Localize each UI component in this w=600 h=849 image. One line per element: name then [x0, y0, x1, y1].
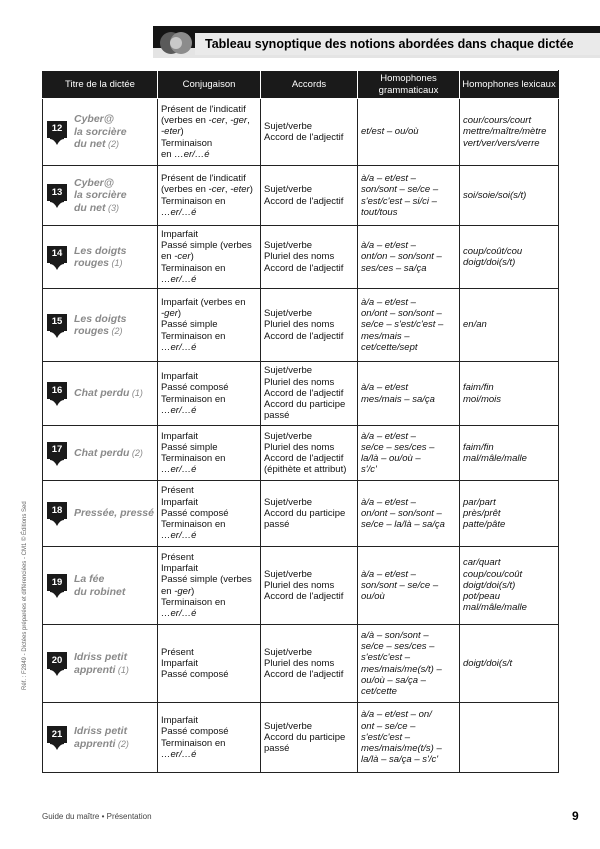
- homophones-lexicaux-cell: [460, 547, 559, 625]
- table-row: [43, 481, 559, 547]
- dictee-title-line: Chat perdu: [74, 446, 130, 459]
- table-row: [43, 166, 559, 226]
- accords-line: Accord de l'adjectif: [264, 330, 344, 342]
- dictee-number: 20: [47, 652, 67, 669]
- homophones-lexicaux-cell: [460, 703, 559, 773]
- conjugaison-line: …er/…é: [161, 464, 197, 476]
- dictee-title: [74, 651, 129, 676]
- dictee-part-number: (1): [109, 258, 123, 268]
- homophones-lexicaux-line: faim/fin: [463, 382, 494, 394]
- dictee-number: 15: [47, 314, 67, 331]
- homophones-lexicaux-line: doigt/doi(s/t): [463, 257, 516, 268]
- dictee-title-line: Chat perdu: [74, 387, 130, 400]
- column-header-conjugaison: Conjugaison: [158, 71, 261, 99]
- homophones-grammaticaux-line: mes/mais/me(t/s) –: [361, 743, 442, 755]
- dictee-title-cell: [43, 625, 158, 703]
- dictee-number-badge: [47, 574, 67, 597]
- accords-line: Sujet/verbe: [264, 496, 313, 508]
- dictee-title-line: la sorcière: [74, 189, 127, 202]
- homophones-grammaticaux-cell: [358, 481, 460, 547]
- dictee-number: 16: [47, 382, 67, 399]
- conjugaison-cell: [158, 426, 261, 481]
- homophones-lexicaux-line: pot/peau: [463, 591, 500, 603]
- homophones-lexicaux-line: mettre/maître/mètre: [463, 126, 547, 138]
- conjugaison-line: Présent de l'indicatif: [161, 103, 246, 115]
- conjugaison-line: Terminaison en: [161, 519, 226, 531]
- accords-line: Accord de l'adjectif: [264, 669, 344, 681]
- dictee-title-cell: [43, 362, 158, 426]
- conjugaison-cell: [158, 289, 261, 362]
- dictee-title-line: Idriss petit: [74, 651, 128, 664]
- dictee-title: [74, 245, 127, 270]
- accords-line: passé: [264, 519, 290, 531]
- table-row: [43, 226, 559, 289]
- conjugaison-line: Terminaison en: [161, 596, 226, 608]
- accords-line: Sujet/verbe: [264, 184, 313, 196]
- dictee-part-number: (1): [129, 388, 143, 399]
- homophones-grammaticaux-line: se/ce – s'est/c'est –: [361, 319, 444, 331]
- table-row: [43, 703, 559, 773]
- dictee-number: 14: [47, 246, 67, 263]
- homophones-lexicaux-line: doigt/doi(s/t: [463, 657, 513, 669]
- homophones-lexicaux-line: près/prêt: [463, 507, 501, 519]
- footer-left-text: Guide du maître • Présentation: [42, 812, 152, 821]
- dictee-title-line: apprenti: [74, 663, 116, 676]
- accords-line: Pluriel des noms: [264, 319, 335, 331]
- homophones-grammaticaux-line: cet/cette/sept: [361, 341, 418, 353]
- dictee-title-line: rouges: [74, 325, 110, 337]
- homophones-lexicaux-line: cour/cours/court: [463, 115, 532, 127]
- homophones-lexicaux-cell: [460, 625, 559, 703]
- homophones-grammaticaux-line: à/a – et/est: [361, 382, 409, 394]
- homophones-grammaticaux-line: se/ce – ses/ces –: [361, 641, 435, 653]
- dictee-title: [74, 113, 127, 150]
- table-row: [43, 362, 559, 426]
- conjugaison-line: Terminaison en: [161, 262, 226, 274]
- dictee-number-badge: [47, 382, 67, 405]
- heart-icon: [50, 397, 64, 406]
- homophones-grammaticaux-cell: [358, 547, 460, 625]
- homophones-grammaticaux-cell: [358, 99, 460, 166]
- conjugaison-line: Imparfait: [161, 563, 198, 575]
- dictee-number: 12: [47, 121, 67, 138]
- homophones-grammaticaux-line: tout/tous: [361, 206, 398, 218]
- homophones-grammaticaux-line: on/ont – son/sont –: [361, 507, 442, 519]
- dictee-title-line: Les doigts: [74, 244, 127, 257]
- accords-cell: [261, 226, 358, 289]
- accords-line: Accord de l'adjectif: [264, 591, 344, 603]
- accords-line: Pluriel des noms: [264, 579, 335, 591]
- dictee-title-line: la sorcière: [74, 125, 127, 138]
- homophones-grammaticaux-line: à/a – et/est –: [361, 430, 416, 442]
- conjugaison-line: Imparfait: [161, 496, 198, 508]
- table-header-row: [43, 71, 559, 99]
- dictee-title-line: Pressée, pressé: [74, 507, 154, 520]
- conjugaison-line: Présent: [161, 646, 194, 658]
- conjugaison-line: Terminaison: [161, 137, 213, 149]
- homophones-grammaticaux-line: et/est – ou/où: [361, 126, 419, 138]
- conjugaison-cell: [158, 547, 261, 625]
- homophones-lexicaux-line: par/part: [463, 496, 496, 508]
- accords-line: Sujet/verbe: [264, 430, 313, 442]
- dictee-number-badge: [47, 314, 67, 337]
- dictee-part-number: (2): [115, 738, 129, 749]
- accords-line: Accord de l'adjectif: [264, 453, 344, 464]
- dictee-title-line: apprenti: [74, 737, 116, 750]
- homophones-lexicaux-line: mal/mâle/malle: [463, 453, 527, 464]
- homophones-grammaticaux-line: s'/c': [361, 464, 377, 476]
- dictee-title-line: Idriss petit: [74, 725, 128, 738]
- conjugaison-cell: [158, 99, 261, 166]
- dictee-part-number: (3): [105, 202, 119, 213]
- accords-line: Pluriel des noms: [264, 657, 335, 669]
- homophones-lexicaux-line: patte/pâte: [463, 519, 506, 531]
- homophones-grammaticaux-line: se/ce – la/là – sa/ça: [361, 519, 445, 531]
- dictee-title-line: rouges: [74, 257, 110, 269]
- dictee-number: 19: [47, 574, 67, 591]
- conjugaison-cell: [158, 625, 261, 703]
- header-decoration-icon: [159, 28, 193, 58]
- homophones-grammaticaux-line: a/à – son/sont –: [361, 629, 429, 641]
- homophones-grammaticaux-line: s'est/c'est –: [361, 731, 411, 743]
- accords-line: Accord du participe: [264, 507, 346, 519]
- homophones-grammaticaux-line: ou/où – sa/ça –: [361, 674, 426, 686]
- column-header-homophones-grammaticaux: Homophones grammaticaux: [358, 71, 460, 99]
- conjugaison-line: Passé simple: [161, 319, 218, 331]
- conjugaison-line: Présent de l'indicatif: [161, 173, 246, 185]
- conjugaison-line: Passé composé: [161, 507, 229, 519]
- accords-cell: [261, 99, 358, 166]
- accords-line: Sujet/verbe: [264, 365, 313, 377]
- homophones-grammaticaux-line: mes/mais – sa/ça: [361, 393, 435, 405]
- accords-line: Accord de l'adjectif: [264, 132, 344, 143]
- heart-icon: [50, 741, 64, 750]
- dictee-title-cell: [43, 166, 158, 226]
- dictee-title-line: La fée: [74, 573, 105, 586]
- accords-line: Pluriel des noms: [264, 441, 335, 453]
- page-title: Tableau synoptique des notions abordées dans chaque dictée: [195, 33, 600, 55]
- accords-line: Sujet/verbe: [264, 646, 313, 658]
- accords-cell: [261, 625, 358, 703]
- homophones-lexicaux-line: coup/coût/cou: [463, 245, 523, 257]
- heart-icon: [50, 589, 64, 598]
- accords-line: passé: [264, 743, 290, 755]
- conjugaison-line: Passé simple: [161, 441, 218, 453]
- homophones-lexicaux-cell: [460, 99, 559, 166]
- accords-cell: [261, 289, 358, 362]
- homophones-lexicaux-cell: [460, 481, 559, 547]
- dictee-part-number: (1): [115, 664, 129, 675]
- conjugaison-line: -ger): [161, 308, 182, 320]
- accords-line: Accord de l'adjectif: [264, 387, 344, 399]
- conjugaison-line: Imparfait: [161, 228, 198, 240]
- homophones-grammaticaux-line: mes/mais –: [361, 330, 410, 342]
- accords-line: Sujet/verbe: [264, 308, 313, 320]
- dictee-number: 21: [47, 726, 67, 743]
- column-header-accords: Accords: [261, 71, 358, 99]
- heart-icon: [50, 261, 64, 270]
- conjugaison-line: Passé simple (verbes: [161, 574, 252, 586]
- table-row: [43, 547, 559, 625]
- dictee-title-cell: [43, 99, 158, 166]
- conjugaison-line: Présent: [161, 551, 194, 563]
- conjugaison-line: …er/…é: [161, 404, 197, 416]
- homophones-lexicaux-cell: [460, 362, 559, 426]
- homophones-grammaticaux-line: se/ce – ses/ces –: [361, 441, 435, 453]
- heart-icon: [50, 457, 64, 466]
- homophones-grammaticaux-line: ont – se/ce –: [361, 720, 416, 732]
- conjugaison-line: Imparfait: [161, 715, 198, 727]
- header-band: [153, 26, 600, 58]
- dictee-number: 18: [47, 502, 67, 519]
- conjugaison-line: Passé simple (verbes: [161, 240, 252, 252]
- homophones-grammaticaux-cell: [358, 226, 460, 289]
- homophones-lexicaux-line: moi/mois: [463, 393, 502, 405]
- dictee-title: [74, 725, 129, 750]
- accords-cell: [261, 547, 358, 625]
- homophones-lexicaux-line: soi/soie/soi(s/t): [463, 189, 527, 201]
- heart-icon: [50, 667, 64, 676]
- accords-line: Sujet/verbe: [264, 720, 313, 732]
- dictee-title: [74, 177, 127, 214]
- dictee-title-cell: [43, 426, 158, 481]
- dictee-part-number: (2): [129, 447, 143, 458]
- homophones-grammaticaux-line: à/a – et/est –: [361, 173, 416, 185]
- table-row: [43, 426, 559, 481]
- conjugaison-line: …er/…é: [161, 273, 197, 285]
- accords-line: (épithète et attribut): [264, 464, 347, 476]
- dictee-number-badge: [47, 246, 67, 269]
- heart-icon: [50, 136, 64, 145]
- dictee-number-badge: [47, 184, 67, 207]
- conjugaison-line: -eter): [161, 126, 184, 138]
- conjugaison-line: …er/…é: [161, 607, 197, 619]
- dictee-number-badge: [47, 502, 67, 525]
- conjugaison-line: (verbes en -cer, -eter): [161, 184, 253, 196]
- homophones-grammaticaux-cell: [358, 362, 460, 426]
- homophones-lexicaux-line: car/quart: [463, 557, 501, 569]
- dictee-part-number: (2): [109, 326, 123, 336]
- side-credit: Réf. : F2849 - Dictées préparées et différenciées - CM1 © Éditions Sed: [22, 501, 28, 690]
- conjugaison-line: Terminaison en: [161, 453, 226, 464]
- dictee-title-cell: [43, 547, 158, 625]
- dictee-title-line: Les doigts: [74, 312, 127, 325]
- dictee-number: 13: [47, 184, 67, 201]
- homophones-lexicaux-line: doigt/doi(s/t): [463, 579, 516, 591]
- heart-icon: [50, 329, 64, 338]
- conjugaison-line: (verbes en -cer, -ger,: [161, 115, 250, 127]
- homophones-grammaticaux-line: cet/cette: [361, 685, 397, 697]
- dictee-title-line: Cyber@: [74, 176, 115, 189]
- conjugaison-line: en …er/…é: [161, 148, 210, 160]
- homophones-grammaticaux-line: son/sont – se/ce –: [361, 184, 439, 196]
- homophones-grammaticaux-cell: [358, 625, 460, 703]
- homophones-grammaticaux-line: s'est/c'est –: [361, 652, 411, 664]
- table-body: [43, 99, 559, 773]
- conjugaison-line: en -cer): [161, 251, 194, 263]
- conjugaison-line: Terminaison en: [161, 195, 226, 207]
- accords-line: Accord du participe: [264, 731, 346, 743]
- homophones-grammaticaux-line: à/a – et/est –: [361, 568, 416, 580]
- dictee-title-cell: [43, 289, 158, 362]
- homophones-grammaticaux-line: à/a – et/est –: [361, 296, 416, 308]
- dictee-part-number: (2): [105, 139, 119, 150]
- conjugaison-line: Terminaison en: [161, 393, 226, 405]
- conjugaison-line: en -ger): [161, 585, 195, 597]
- table-row: [43, 289, 559, 362]
- dictee-title: [74, 507, 154, 519]
- conjugaison-cell: [158, 481, 261, 547]
- dictee-title: [74, 313, 127, 338]
- homophones-grammaticaux-line: mes/mais/me(s/t) –: [361, 663, 442, 675]
- homophones-grammaticaux-line: on/ont – son/sont –: [361, 308, 442, 320]
- homophones-grammaticaux-line: à/a – et/est – on/: [361, 709, 432, 721]
- homophones-grammaticaux-cell: [358, 166, 460, 226]
- homophones-lexicaux-line: coup/cou/coût: [463, 568, 523, 580]
- accords-line: Pluriel des noms: [264, 376, 335, 388]
- homophones-grammaticaux-line: son/sont – se/ce –: [361, 579, 439, 591]
- dictee-title-cell: [43, 481, 158, 547]
- table-row: [43, 625, 559, 703]
- homophones-lexicaux-line: faim/fin: [463, 441, 494, 453]
- accords-line: Pluriel des noms: [264, 251, 335, 263]
- conjugaison-cell: [158, 703, 261, 773]
- page-number: 9: [572, 809, 579, 823]
- conjugaison-line: …er/…é: [161, 341, 197, 353]
- homophones-lexicaux-line: mal/mâle/malle: [463, 602, 527, 614]
- dictee-number-badge: [47, 121, 67, 144]
- conjugaison-line: Terminaison en: [161, 330, 226, 342]
- heart-icon: [50, 517, 64, 526]
- homophones-grammaticaux-line: à/a – et/est –: [361, 240, 416, 252]
- accords-line: Accord de l'adjectif: [264, 195, 344, 207]
- homophones-grammaticaux-line: à/a – et/est –: [361, 496, 416, 508]
- dictee-title-line: du net: [74, 201, 106, 214]
- conjugaison-line: Imparfait: [161, 371, 198, 383]
- conjugaison-line: Passé composé: [161, 726, 229, 738]
- conjugaison-cell: [158, 226, 261, 289]
- accords-line: passé: [264, 410, 290, 422]
- homophones-lexicaux-cell: [460, 426, 559, 481]
- conjugaison-line: …er/…é: [161, 748, 197, 760]
- accords-line: Sujet/verbe: [264, 568, 313, 580]
- column-header-title: Titre de la dictée: [43, 71, 158, 99]
- accords-line: Sujet/verbe: [264, 120, 313, 132]
- accords-cell: [261, 166, 358, 226]
- synopsis-table: [42, 70, 559, 773]
- dictee-title-line: du net: [74, 138, 106, 151]
- homophones-lexicaux-cell: [460, 166, 559, 226]
- conjugaison-line: Imparfait (verbes en: [161, 296, 246, 308]
- accords-cell: [261, 481, 358, 547]
- homophones-grammaticaux-cell: [358, 426, 460, 481]
- homophones-lexicaux-cell: [460, 226, 559, 289]
- table-row: [43, 99, 559, 166]
- homophones-grammaticaux-cell: [358, 289, 460, 362]
- homophones-lexicaux-line: vert/ver/vers/verre: [463, 137, 540, 149]
- dictee-title: [74, 573, 125, 598]
- homophones-grammaticaux-line: ou/où: [361, 591, 385, 603]
- dictee-title-line: du robinet: [74, 585, 126, 598]
- accords-cell: [261, 426, 358, 481]
- conjugaison-line: …er/…é: [161, 530, 197, 542]
- dictee-title: [74, 447, 143, 459]
- accords-cell: [261, 703, 358, 773]
- dictee-number-badge: [47, 442, 67, 465]
- accords-cell: [261, 362, 358, 426]
- dictee-title: [74, 387, 143, 399]
- conjugaison-line: Terminaison en: [161, 737, 226, 749]
- dictee-title-line: Cyber@: [74, 113, 115, 126]
- conjugaison-line: …er/…é: [161, 206, 197, 218]
- accords-line: Accord de l'adjectif: [264, 262, 344, 274]
- dictee-title-cell: [43, 703, 158, 773]
- conjugaison-line: Présent: [161, 485, 194, 497]
- homophones-grammaticaux-line: ses/ces – sa/ça: [361, 262, 427, 274]
- dictee-number-badge: [47, 726, 67, 749]
- homophones-grammaticaux-line: s'est/c'est – si/ci –: [361, 195, 437, 207]
- accords-line: Sujet/verbe: [264, 240, 313, 252]
- homophones-grammaticaux-line: la/là – sa/ça – s'/c': [361, 754, 439, 766]
- conjugaison-line: Imparfait: [161, 430, 198, 442]
- conjugaison-line: Passé composé: [161, 669, 229, 681]
- conjugaison-line: Passé composé: [161, 382, 229, 394]
- dictee-number-badge: [47, 652, 67, 675]
- homophones-grammaticaux-cell: [358, 703, 460, 773]
- homophones-lexicaux-cell: [460, 289, 559, 362]
- accords-line: Accord du participe: [264, 399, 346, 411]
- homophones-lexicaux-line: en/an: [463, 319, 487, 331]
- dictee-title-cell: [43, 226, 158, 289]
- conjugaison-cell: [158, 362, 261, 426]
- heart-icon: [50, 199, 64, 208]
- conjugaison-cell: [158, 166, 261, 226]
- dictee-number: 17: [47, 442, 67, 459]
- column-header-homophones-lexicaux: Homophones lexicaux: [460, 71, 559, 99]
- homophones-grammaticaux-line: la/là – ou/où –: [361, 453, 421, 464]
- homophones-grammaticaux-line: ont/on – son/sont –: [361, 251, 442, 263]
- conjugaison-line: Imparfait: [161, 657, 198, 669]
